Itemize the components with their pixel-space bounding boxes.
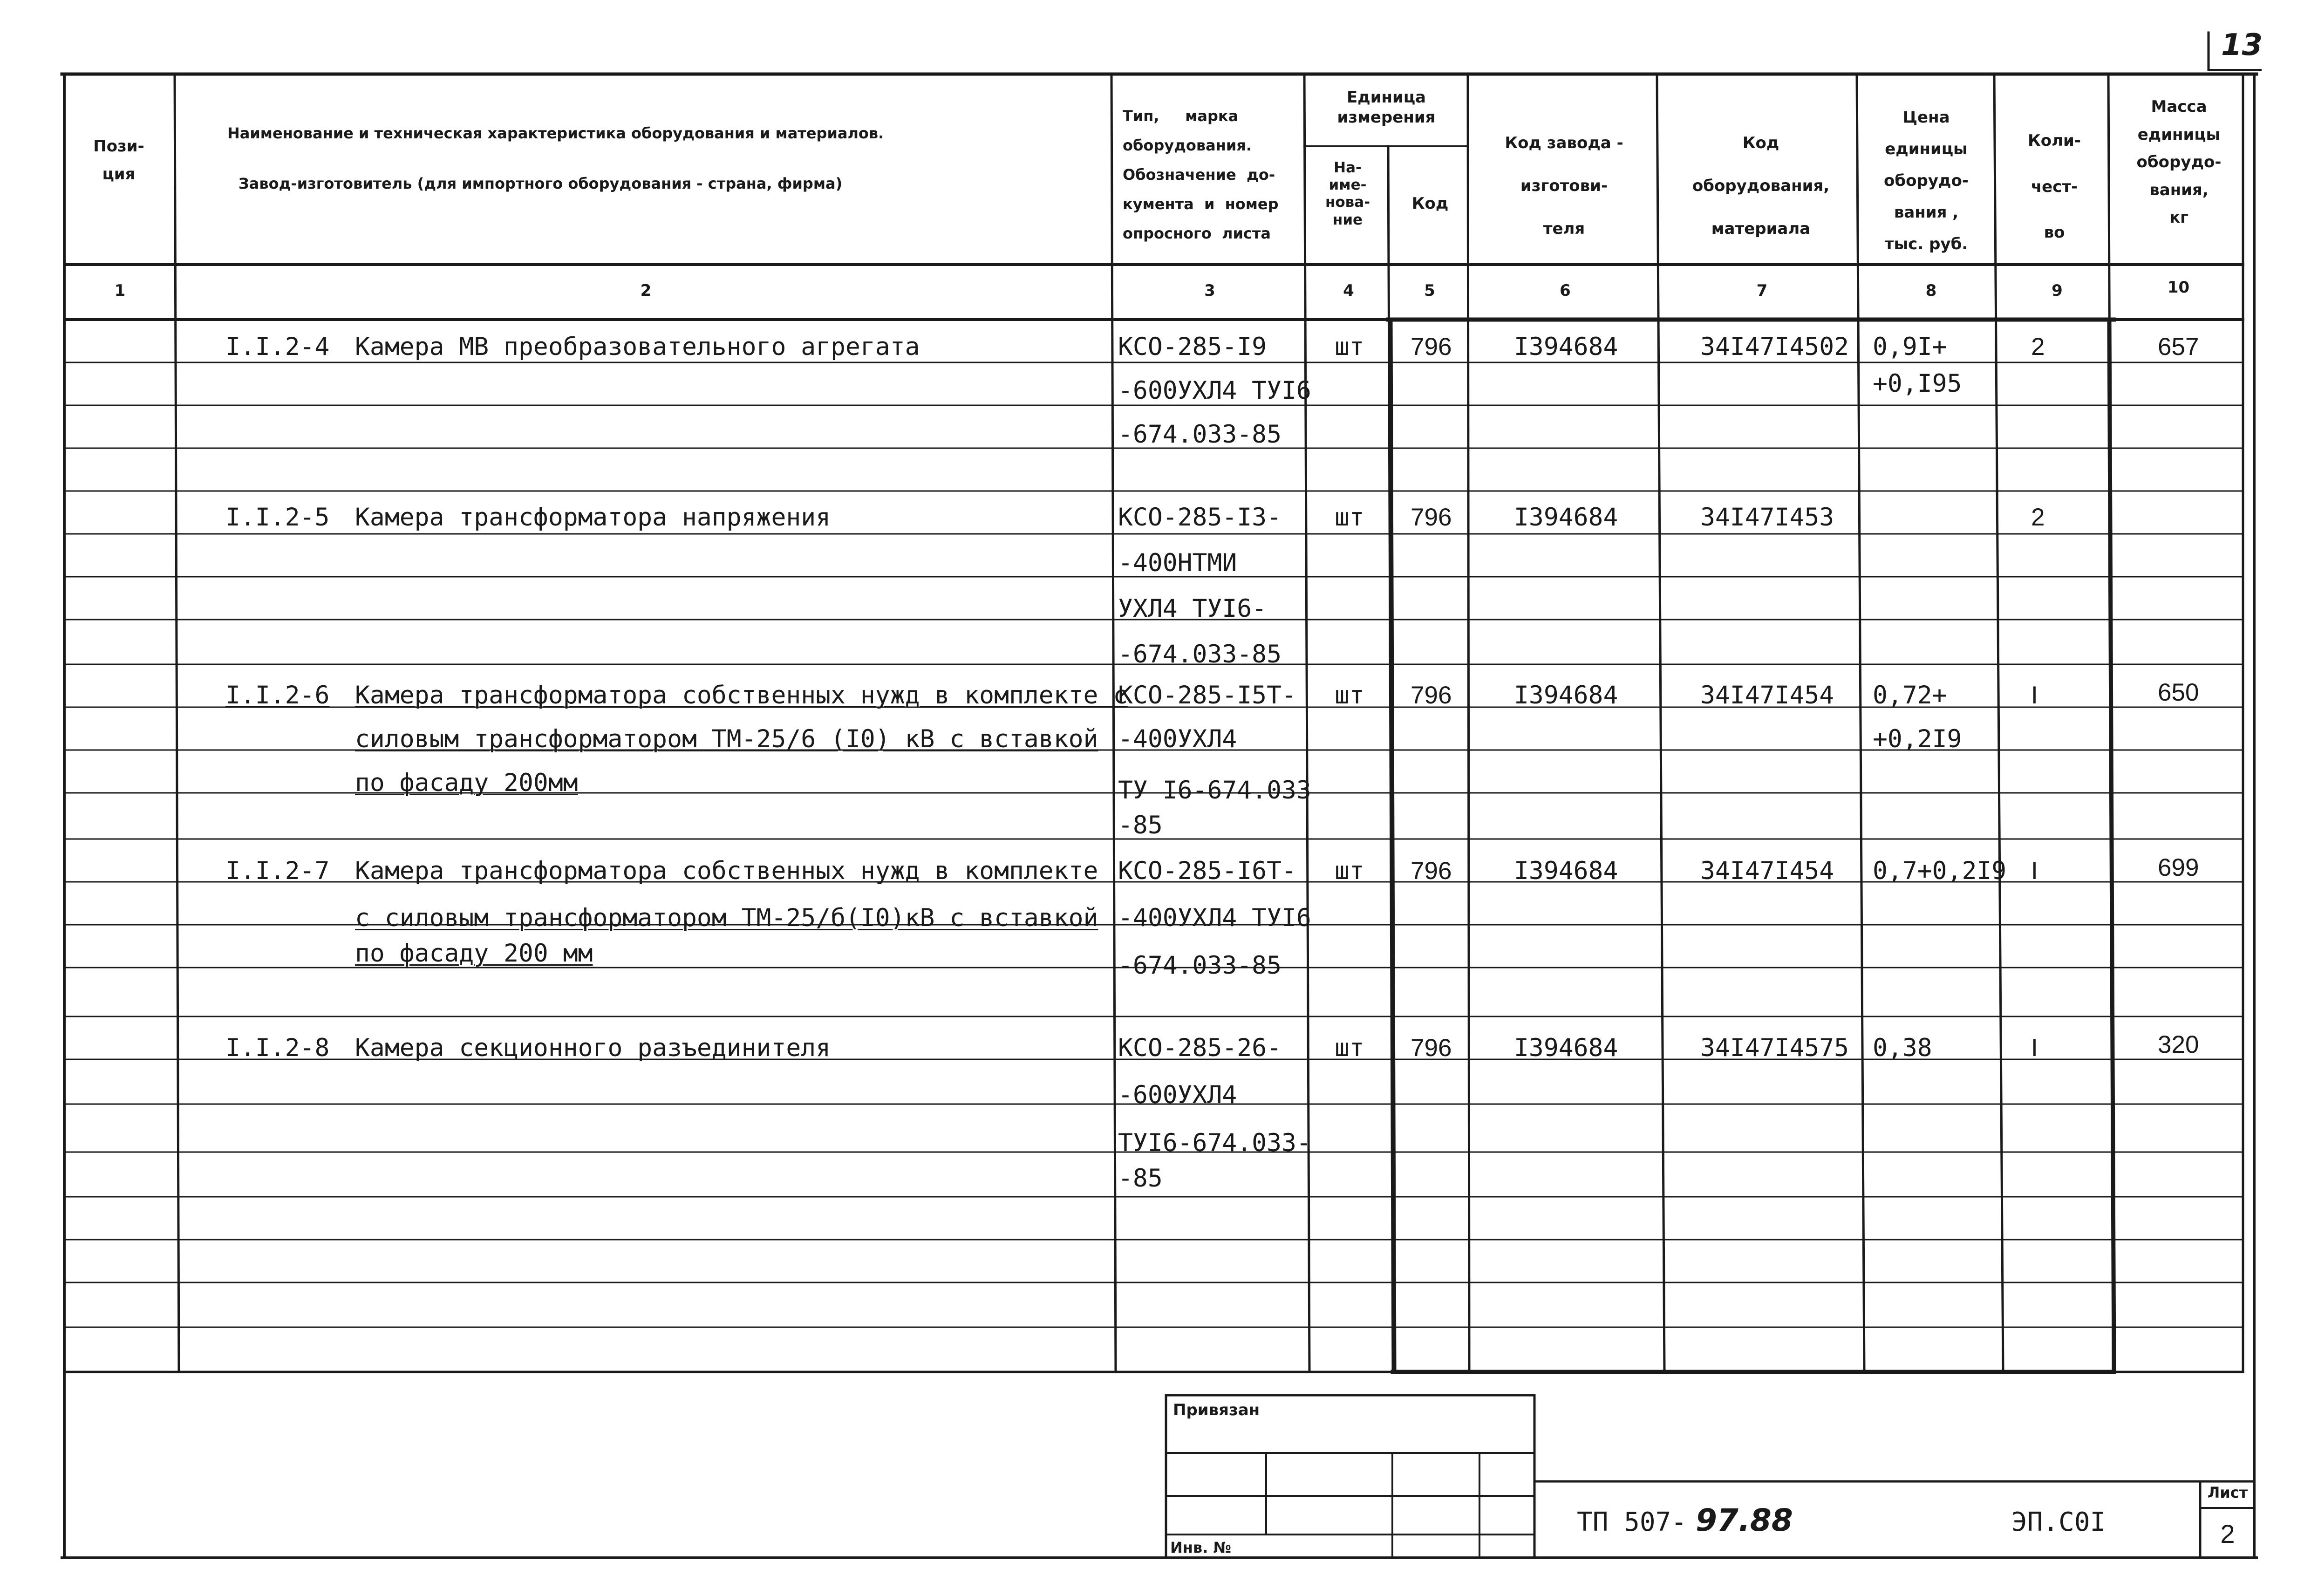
column-number: 8: [1925, 281, 1937, 300]
row-price-line: +0,I95: [1873, 369, 1962, 398]
column-number: 4: [1343, 281, 1354, 300]
sheet-mark: 13: [2221, 28, 2263, 62]
row-type-line: ТУ I6-674.033: [1118, 776, 1311, 805]
row-equipment-code: 34I47I454: [1700, 857, 1834, 885]
row-plant-code: I394684: [1514, 333, 1618, 361]
row-type-line: -400УХЛ4 ТУI6: [1118, 904, 1311, 932]
row-position: I.I.2-4: [225, 333, 330, 361]
row-price-line: 0,38: [1873, 1034, 1932, 1062]
row-type-line: -674.033-85: [1118, 640, 1282, 668]
row-name-line: Камера МВ преобразовательного агрегата: [355, 333, 920, 361]
row-type-line: -600УХЛ4: [1118, 1081, 1237, 1109]
header-name-line2: Завод-изготовитель (для импортного оборудования - страна, фирма): [239, 175, 843, 192]
header-name-line1: Наименование и техническая характеристика оборудования и материалов.: [227, 124, 884, 142]
row-name-line: Камера трансформатора собственных нужд в комплекте с: [355, 681, 1128, 709]
sheet-number: 2: [2220, 1519, 2235, 1548]
row-type-line: КСО-285-I9: [1118, 333, 1267, 361]
row-type-line: КСО-285-26-: [1118, 1034, 1282, 1062]
header-price: Цена единицы оборудо- вания , тыс. руб.: [1884, 108, 1969, 253]
row-type-line: -400НТМИ: [1118, 549, 1237, 577]
document-code-handwritten: 97.88: [1696, 1502, 1793, 1538]
row-name-line: с силовым трансформатором ТМ-25/б(I0)кВ с вставкой: [355, 904, 1098, 932]
row-name-line: Камера секционного разъединителя: [355, 1034, 831, 1062]
row-type-line: КСО-285-I3-: [1118, 503, 1282, 532]
row-plant-code: I394684: [1514, 503, 1618, 532]
sheet-label: Лист: [2207, 1484, 2248, 1501]
row-price-line: +0,2I9: [1873, 725, 1962, 753]
stamp-inv-label: Инв. №: [1170, 1539, 1231, 1556]
header-plant-code: Код завода - изготови- теля: [1505, 134, 1623, 238]
row-type-line: ТУI6-674.033-: [1118, 1129, 1311, 1157]
row-unit: шт: [1335, 857, 1364, 885]
row-unit-code: 796: [1411, 1034, 1452, 1062]
column-number: 3: [1204, 281, 1215, 300]
row-type-line: -85: [1118, 811, 1163, 839]
header-mass: Масса единицы оборудо- вания, кг: [2136, 97, 2222, 227]
header-position: Пози- ция: [93, 137, 144, 184]
row-position: I.I.2-7: [225, 857, 330, 885]
column-number: 1: [114, 281, 126, 300]
row-unit: шт: [1335, 333, 1364, 361]
row-equipment-code: 34I47I4575: [1700, 1034, 1849, 1062]
row-name-line: Камера трансформатора собственных нужд в комплекте: [355, 857, 1098, 885]
row-position: I.I.2-6: [225, 681, 330, 709]
row-price-line: 0,7+0,2I9: [1873, 857, 2007, 885]
row-name-line: по фасаду 200 мм: [355, 939, 593, 968]
row-mass: 699: [2158, 854, 2199, 881]
row-unit-code: 796: [1411, 857, 1452, 885]
row-unit-code: 796: [1411, 682, 1452, 709]
row-position: I.I.2-5: [225, 503, 330, 532]
row-unit: шт: [1335, 503, 1364, 532]
row-name-line: по фасаду 200мм: [355, 769, 578, 797]
header-equipment-code: Код оборудования, материала: [1692, 134, 1830, 238]
row-price-line: 0,9I+: [1873, 333, 1947, 361]
row-type-line: -400УХЛ4: [1118, 725, 1237, 753]
row-name-line: Камера трансформатора напряжения: [355, 503, 831, 532]
row-plant-code: I394684: [1514, 681, 1618, 709]
row-quantity: I: [2031, 1034, 2038, 1062]
row-equipment-code: 34I47I453: [1700, 503, 1834, 532]
row-type-line: КСО-285-I5Т-: [1118, 681, 1296, 709]
row-equipment-code: 34I47I454: [1700, 681, 1834, 709]
document-suffix: ЭП.С0I: [2011, 1507, 2106, 1537]
stamp-linked-label: Привязан: [1173, 1401, 1260, 1419]
column-number: 6: [1560, 281, 1571, 300]
column-number: 5: [1424, 281, 1435, 300]
row-unit-code: 796: [1411, 333, 1452, 361]
row-price-line: 0,72+: [1873, 681, 1947, 709]
column-number: 2: [640, 281, 652, 300]
header-unit-name: На- име- нова- ние: [1325, 159, 1370, 228]
header-unit-code: Код: [1411, 194, 1449, 213]
row-position: I.I.2-8: [225, 1034, 330, 1062]
row-mass: 650: [2158, 679, 2199, 706]
row-type-line: -85: [1118, 1164, 1163, 1193]
row-type-line: КСО-285-I6Т-: [1118, 857, 1296, 885]
document-code-prefix: ТП 507-: [1577, 1507, 1687, 1537]
row-quantity: I: [2031, 857, 2038, 885]
row-plant-code: I394684: [1514, 857, 1618, 885]
row-type-line: -674.033-85: [1118, 951, 1282, 980]
row-plant-code: I394684: [1514, 1034, 1618, 1062]
row-mass: 657: [2158, 333, 2199, 361]
header-quantity: Коли- чест- во: [2028, 131, 2081, 242]
row-mass: 320: [2158, 1031, 2199, 1058]
column-number: 10: [2167, 278, 2190, 297]
column-number: 9: [2052, 281, 2063, 300]
column-number: 7: [1756, 281, 1768, 300]
header-unit-group: Единица измерения: [1337, 88, 1436, 127]
row-quantity: 2: [2031, 504, 2045, 531]
row-equipment-code: 34I47I4502: [1700, 333, 1849, 361]
row-type-line: УХЛ4 ТУI6-: [1118, 594, 1267, 623]
row-quantity: 2: [2031, 333, 2045, 361]
header-type: Тип, марка оборудования. Обозначение до- кумента и номер опросного листа: [1123, 107, 1279, 243]
row-name-line: силовым трансформатором ТМ-25/6 (I0) кВ с вставкой: [355, 725, 1098, 753]
row-quantity: I: [2031, 682, 2038, 709]
row-unit: шт: [1335, 1034, 1364, 1062]
row-type-line: -674.033-85: [1118, 420, 1282, 449]
row-unit: шт: [1335, 681, 1364, 709]
row-unit-code: 796: [1411, 504, 1452, 531]
row-type-line: -600УХЛ4 ТУI6: [1118, 376, 1311, 405]
